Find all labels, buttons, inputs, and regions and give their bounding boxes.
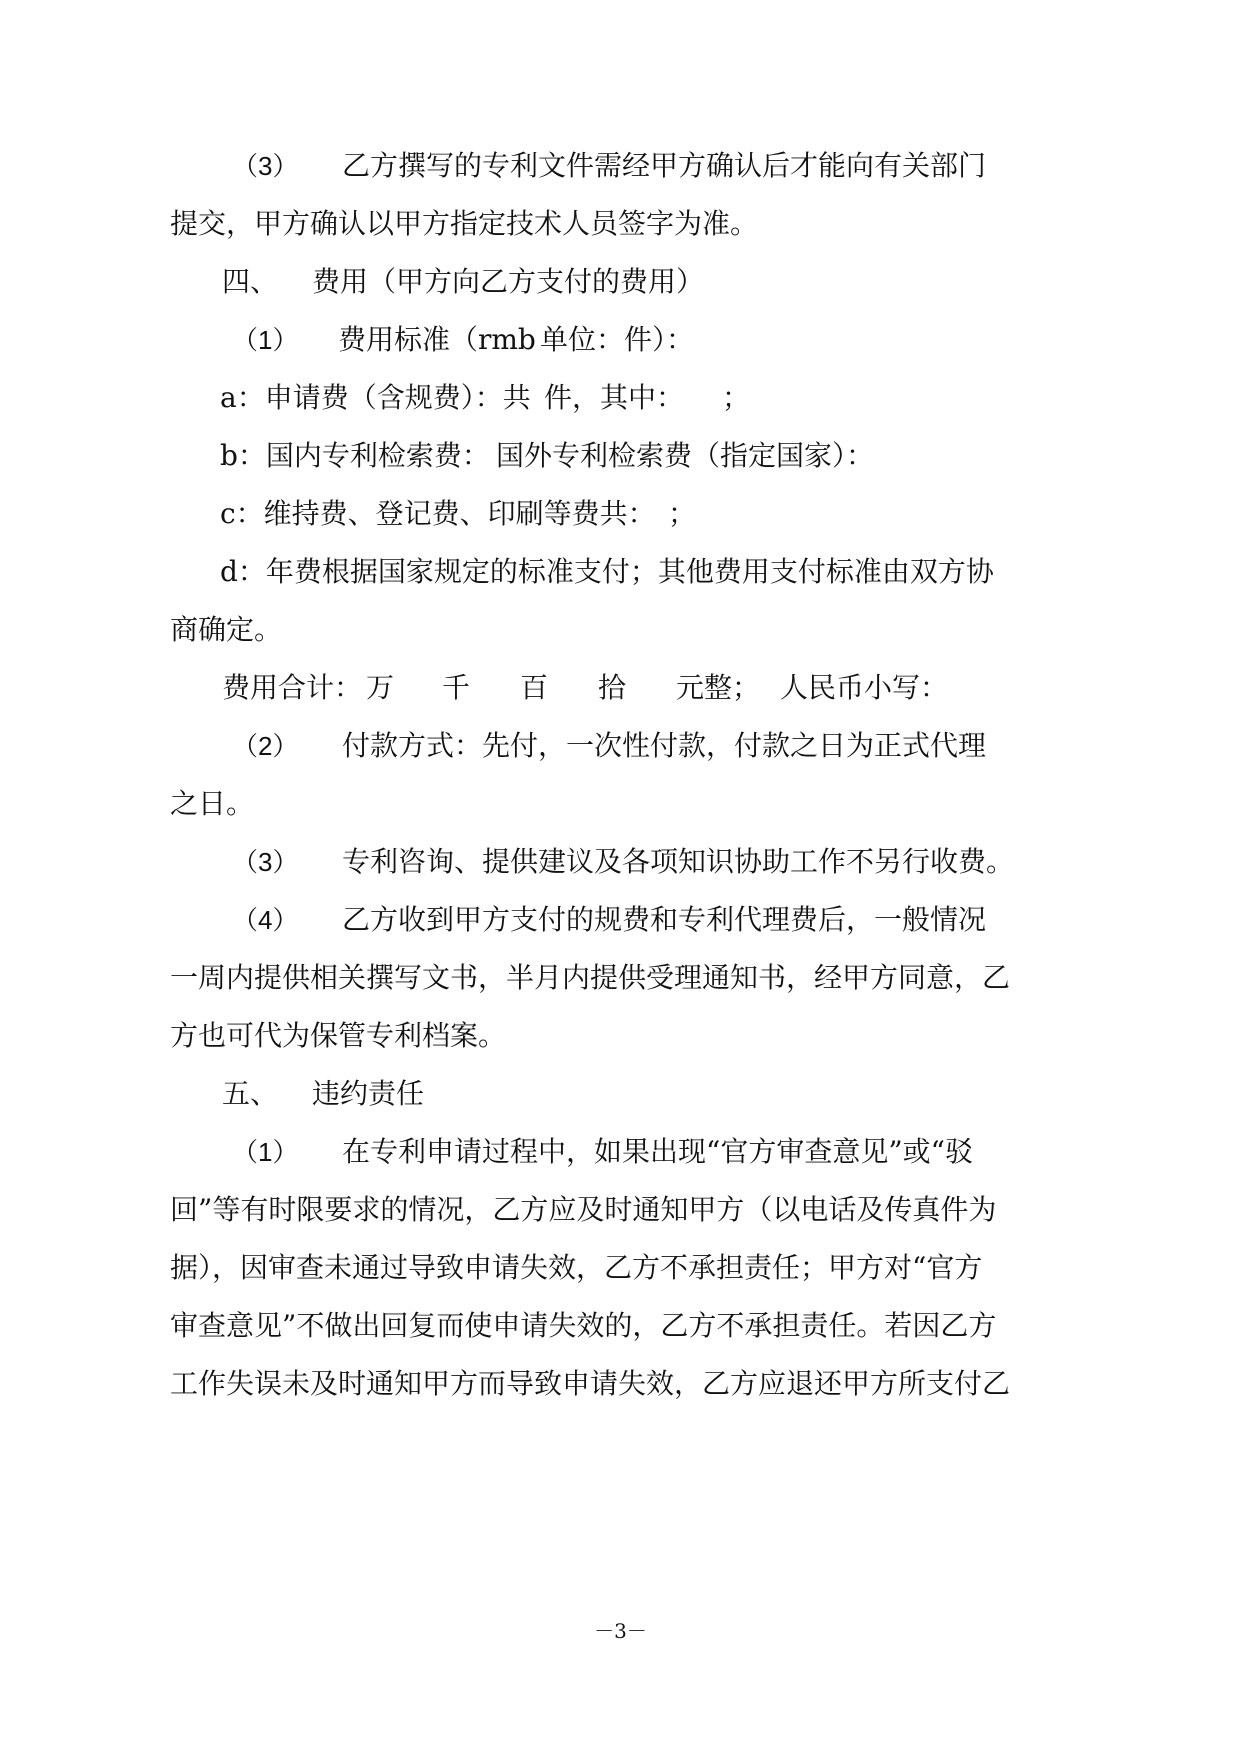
lowercase-label: 人民币小写： <box>780 671 949 704</box>
item-d <box>0 552 994 592</box>
unit-yuan: 元整； <box>676 671 761 704</box>
clause-text: 工作失误未及时通知甲方而导致申请失效，乙方应退还甲方所支付乙 <box>170 1367 1011 1400</box>
item-text: c：维持费、登记费、印刷等费共： <box>220 497 656 530</box>
item-text: 商确定。 <box>170 613 283 646</box>
item-text: a：申请费（含规费）：共 <box>220 381 531 414</box>
clause-4-3 <box>0 842 1015 882</box>
item-d-cont <box>0 610 283 650</box>
clause-number: （2） <box>232 731 299 761</box>
clause-number: （1） <box>232 1137 299 1167</box>
clause-number: （4） <box>232 905 299 935</box>
section-title: 费用（甲方向乙方支付的费用） <box>312 265 705 298</box>
clause-3-3 <box>0 146 987 186</box>
item-punct: ； <box>668 497 697 530</box>
clause-number: （1） <box>232 325 299 355</box>
item-text: d：年费根据国家规定的标准支付；其他费用支付标准由双方协 <box>220 555 994 588</box>
clause-number: （3） <box>232 151 299 181</box>
clause-text: 专利咨询、提供建议及各项知识协助工作不另行收费。 <box>342 845 1015 878</box>
clause-4-4-cont1 <box>0 958 1011 998</box>
clause-text: 据），因审查未通过导致申请失效，乙方不承担责任；甲方对“官方 <box>170 1251 983 1284</box>
clause-4-2 <box>0 726 987 766</box>
clause-text: 乙方收到甲方支付的规费和专利代理费后，一般情况 <box>342 903 987 936</box>
clause-5-1-cont2 <box>0 1248 983 1288</box>
total-label: 费用合计： <box>222 671 363 704</box>
clause-text: 付款方式：先付，一次性付款，付款之日为正式代理 <box>342 729 987 762</box>
page-number: －3－ <box>594 1619 647 1643</box>
item-text: b：国内专利检索费： <box>220 439 490 472</box>
item-c <box>0 494 697 534</box>
section-5-heading <box>0 1074 425 1114</box>
unit-qian: 千 <box>442 671 471 704</box>
unit-shi: 拾 <box>598 671 627 704</box>
section-number: 四、 <box>222 265 279 298</box>
clause-5-1-cont4 <box>0 1364 1011 1404</box>
unit-wan: 万 <box>366 671 395 704</box>
item-punct: ； <box>722 381 751 414</box>
clause-4-1 <box>0 320 695 360</box>
clause-4-4-cont2 <box>0 1016 507 1056</box>
clause-3-3-cont <box>0 204 759 244</box>
clause-5-1 <box>0 1132 973 1172</box>
total-line <box>0 668 949 708</box>
clause-text: 方也可代为保管专利档案。 <box>170 1019 507 1052</box>
clause-text: 提交，甲方确认以甲方指定技术人员签字为准。 <box>170 207 759 240</box>
item-b <box>0 436 875 476</box>
clause-text: 之日。 <box>170 787 255 820</box>
clause-number: （3） <box>232 847 299 877</box>
clause-4-4 <box>0 900 987 940</box>
clause-5-1-cont3 <box>0 1306 997 1346</box>
clause-text: 单位：件）： <box>540 323 695 356</box>
section-4-heading <box>0 262 705 302</box>
clause-text: 在专利申请过程中，如果出现“官方审查意见”或“驳 <box>342 1135 973 1168</box>
clause-text: 回”等有时限要求的情况，乙方应及时通知甲方（以电话及传真件为 <box>170 1193 997 1226</box>
clause-5-1-cont1 <box>0 1190 997 1230</box>
item-a <box>0 378 751 418</box>
clause-text: 费用标准（rmb <box>338 323 536 356</box>
unit-bai: 百 <box>520 671 549 704</box>
clause-text: 审查意见”不做出回复而使申请失效的，乙方不承担责任。若因乙方 <box>170 1309 997 1342</box>
section-number: 五、 <box>222 1077 279 1110</box>
clause-text: 一周内提供相关撰写文书，半月内提供受理通知书，经甲方同意，乙 <box>170 961 1011 994</box>
clause-4-2-cont <box>0 784 255 824</box>
clause-text: 乙方撰写的专利文件需经甲方确认后才能向有关部门 <box>342 149 987 182</box>
item-text: 国外专利检索费（指定国家）： <box>496 439 875 472</box>
section-title: 违约责任 <box>312 1077 425 1110</box>
item-text: 件，其中： <box>544 381 685 414</box>
